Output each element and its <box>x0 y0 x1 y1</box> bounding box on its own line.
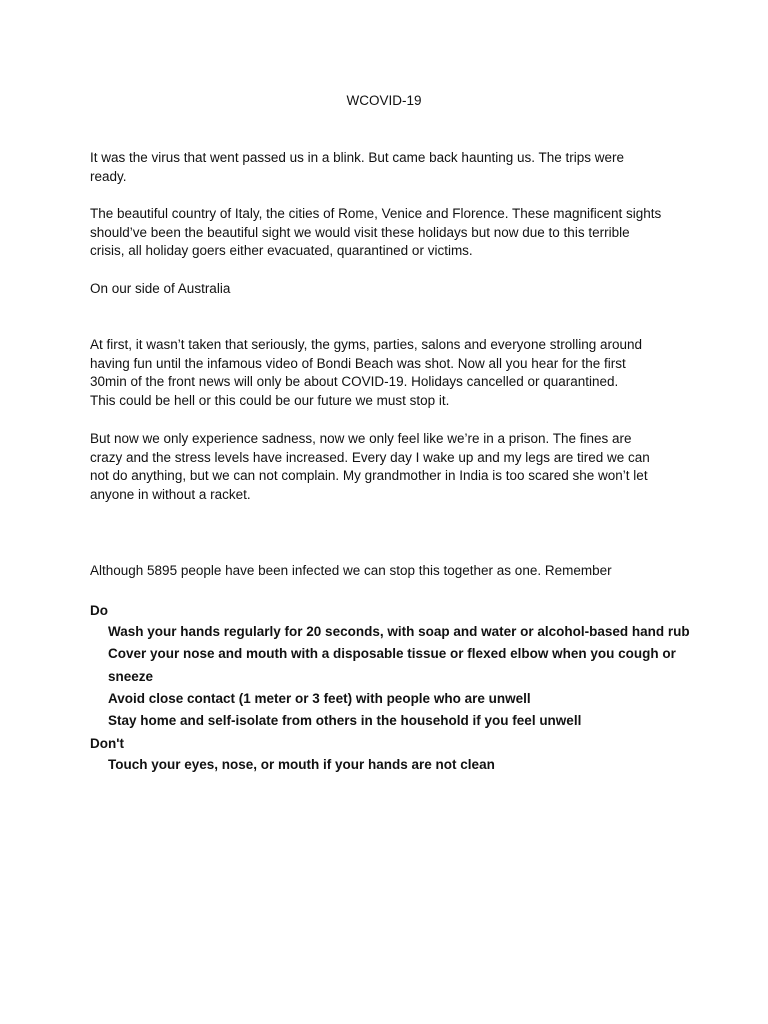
do-list-item: Avoid close contact (1 meter or 3 feet) with people who are unwell <box>108 690 531 706</box>
dont-list <box>108 754 708 776</box>
text-line: Although 5895 people have been infected we can stop this together as one. Remember <box>90 563 612 578</box>
paragraph-at-first <box>90 336 690 411</box>
text-line: crazy and the stress levels have increased. Every day I wake up and my legs are tired we can <box>90 449 650 465</box>
text-line: On our side of Australia <box>90 281 231 296</box>
text-line: At first, it wasn’t taken that seriously, the gyms, parties, salons and everyone strolling around <box>90 337 643 352</box>
paragraph-sadness <box>90 430 690 505</box>
text-line: The beautiful country of Italy, the cities of Rome, Venice and Florence. These magnificent sights <box>90 206 662 221</box>
do-heading: Do <box>90 603 108 618</box>
do-list <box>108 621 708 732</box>
text-line: crisis, all holiday goers either evacuated, quarantined or victims. <box>90 243 473 259</box>
paragraph-intro <box>90 149 690 186</box>
paragraph-italy <box>90 205 690 261</box>
text-line: But now we only experience sadness, now we only feel like we’re in a prison. The fines are <box>90 431 632 446</box>
do-list-item: sneeze <box>108 668 154 684</box>
document-title: WCOVID-19 <box>346 93 422 108</box>
paragraph-remember <box>90 562 690 581</box>
do-list-item: Cover your nose and mouth with a disposable tissue or flexed elbow when you cough or <box>108 646 676 662</box>
text-line: not do anything, but we can not complain. My grandmother in India is too scared she won’t let <box>90 468 648 484</box>
text-line: It was the virus that went passed us in a blink. But came back haunting us. The trips were <box>90 150 625 165</box>
dont-heading: Don't <box>90 736 124 751</box>
do-list-item: Wash your hands regularly for 20 seconds, with soap and water or alcohol-based hand rub <box>108 624 690 639</box>
paragraph-australia <box>90 280 690 299</box>
text-line: should’ve been the beautiful sight we would visit these holidays but now due to this terrible <box>90 224 630 240</box>
text-line: having fun until the infamous video of Bondi Beach was shot. Now all you hear for the first <box>90 355 626 371</box>
text-line: This could be hell or this could be our future we must stop it. <box>90 393 450 409</box>
dont-list-item: Touch your eyes, nose, or mouth if your hands are not clean <box>108 757 495 772</box>
text-line: ready. <box>90 168 127 184</box>
text-line: anyone in without a racket. <box>90 487 251 503</box>
do-list-item: Stay home and self-isolate from others in the household if you feel unwell <box>108 713 582 729</box>
text-line: 30min of the front news will only be about COVID-19. Holidays cancelled or quarantined. <box>90 374 619 390</box>
